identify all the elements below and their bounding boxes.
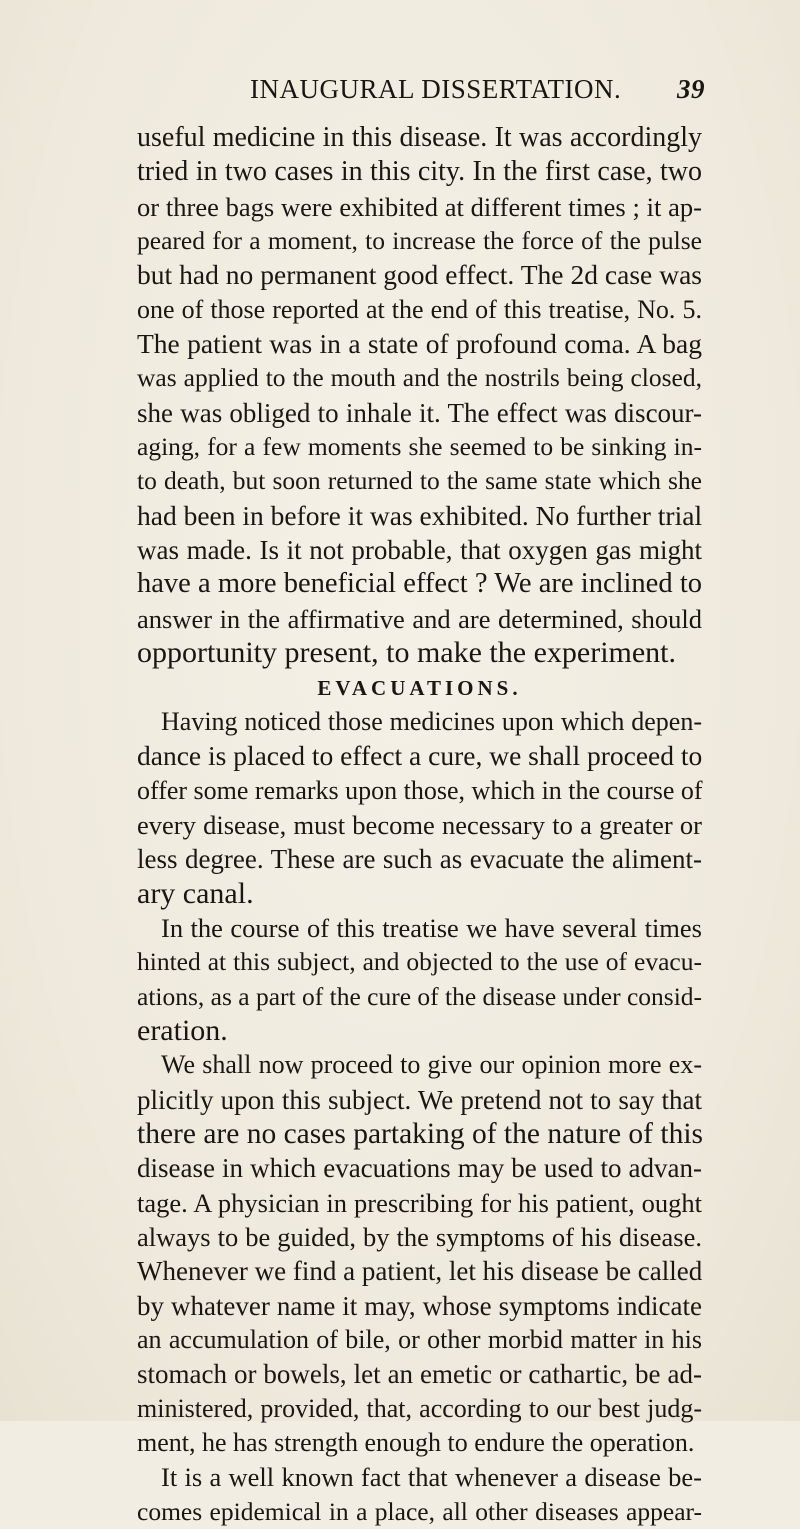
text-line: ations, as a part of the cure of the disease under consid- xyxy=(137,981,703,1011)
text-line: comes epidemical in a place, all other diseases appear- xyxy=(137,1496,702,1526)
text-line: or three bags were exhibited at different times ; it ap- xyxy=(137,191,702,222)
text-line: answer in the affirmative and are determined, should xyxy=(137,603,702,634)
text-line: tage. A physician in prescribing for his patient, ought xyxy=(137,1187,702,1218)
text-line: offer some remarks upon those, which in the course of xyxy=(137,775,703,805)
text-line: useful medicine in this disease. It was accordingly xyxy=(137,122,702,153)
text-line: ary canal. xyxy=(137,876,254,910)
text-line: every disease, must become necessary to a greater or xyxy=(137,809,702,840)
running-title: INAUGURAL DISSERTATION. xyxy=(250,74,622,104)
text-line: an accumulation of bile, or other morbid matter in his xyxy=(137,1325,702,1355)
page-header xyxy=(250,74,705,114)
text-line: stomach or bowels, let an emetic or cathartic, be ad- xyxy=(137,1359,702,1390)
text-line: It is a well known fact that whenever a disease be- xyxy=(161,1462,702,1493)
text-line: opportunity present, to make the experiment. xyxy=(137,636,677,670)
text-line: We shall now proceed to give our opinion more ex- xyxy=(161,1050,702,1080)
text-line: eration. xyxy=(137,1013,228,1047)
text-line: had been in before it was exhibited. No further trial xyxy=(137,499,703,531)
text-line: The patient was in a state of profound coma. A bag xyxy=(137,328,702,360)
text-line: was made. Is it not probable, that oxygen gas might xyxy=(137,535,702,566)
text-line: but had no permanent good effect. The 2d case was xyxy=(137,259,702,291)
text-line: Whenever we find a patient, let his disease be called xyxy=(137,1256,703,1287)
text-line: disease in which evacuations may be used to advan- xyxy=(137,1153,702,1184)
text-line: ministered, provided, that, according to our best judg- xyxy=(137,1393,702,1423)
text-line: to death, but soon returned to the same state which she xyxy=(137,466,702,496)
text-line: by whatever name it may, whose symptoms indicate xyxy=(137,1290,702,1321)
text-line: Having noticed those medicines upon which depen- xyxy=(161,706,702,736)
text-line: less degree. These are such as evacuate the aliment- xyxy=(137,844,702,875)
page-number: 39 xyxy=(677,74,705,104)
text-line: she was obliged to inhale it. The effect was discour- xyxy=(137,397,702,428)
text-line: dance is placed to effect a cure, we shall proceed to xyxy=(137,740,703,772)
text-line: peared for a moment, to increase the force of the pulse xyxy=(137,226,702,256)
text-line: there are no cases partaking of the nature of this xyxy=(137,1117,704,1150)
text-line: tried in two cases in this city. In the first case, two xyxy=(137,156,702,188)
text-line: have a more beneficial effect ? We are inclined to xyxy=(137,568,702,600)
text-line: was applied to the mouth and the nostrils being closed, xyxy=(137,363,702,393)
text-line: In the course of this treatise we have several times xyxy=(161,912,702,943)
section-heading: EVACUATIONS. xyxy=(317,675,522,700)
text-line: plicitly upon this subject. We pretend not to say that xyxy=(137,1084,702,1115)
text-line: one of those reported at the end of this treatise, No. 5. xyxy=(137,294,702,324)
body-text xyxy=(137,121,702,1529)
text-line: hinted at this subject, and objected to the use of evacu- xyxy=(137,947,702,977)
text-line: always to be guided, by the symptoms of his disease. xyxy=(137,1222,702,1252)
text-line: ment, he has strength enough to endure the operation. xyxy=(137,1428,695,1458)
text-line: aging, for a few moments she seemed to be sinking in- xyxy=(137,432,702,462)
